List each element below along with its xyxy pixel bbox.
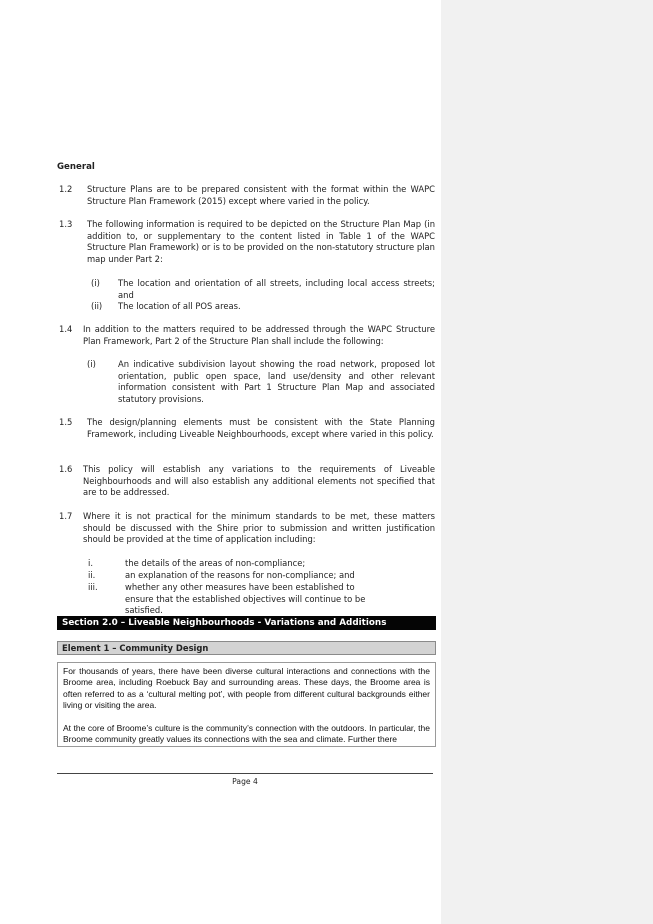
sub-item-text: the details of the areas of non-compliance; [125,558,306,568]
item-1-3 [57,219,435,265]
sub-item-number: iii. [88,582,98,592]
sub-item-1-3-i [57,278,435,301]
sub-item-text: whether any other measures have been established to ensure that the established objectives will continue to be satisfied. [125,582,366,616]
document-page [57,0,437,924]
element-title-bar: Element 1 – Community Design [57,641,436,655]
heading-general: General [57,162,95,172]
item-number: 1.6 [59,464,73,474]
sub-item-text: The location and orientation of all streets, including local access streets; and [118,278,435,300]
item-1-2 [57,184,435,207]
sub-item-text: An indicative subdivision layout showing the road network, proposed lot orientation, public open space, land use/density and other relevant information consistent with Part 1 Structure Plan Map and associated statutory provisions. [118,359,435,404]
sub-item-text: an explanation of the reasons for non-compliance; and [125,570,355,580]
sub-item-text: The location of all POS areas. [118,301,241,311]
sub-item-number: ii. [88,570,96,580]
sub-item-number: (i) [91,278,100,288]
item-number: 1.7 [59,511,73,521]
sub-item-1-7-i [57,558,435,570]
sub-item-1-3-ii [57,301,435,313]
community-paragraph: At the core of Broome’s culture is the community’s connection with the outdoors. In particular, the Broome community greatly values its connections with the sea and climate. Further there [63,722,430,745]
item-text: This policy will establish any variations to the requirements of Liveable Neighbourhoods and will also establish any additional elements not specified that are to be addressed. [83,464,435,498]
community-design-textbox [57,662,436,747]
item-1-4 [57,324,435,347]
item-text: Structure Plans are to be prepared consistent with the format within the WAPC Structure Plan Framework (2015) except where varied in the policy. [87,184,435,206]
item-number: 1.5 [59,417,73,427]
item-number: 1.2 [59,184,73,194]
item-number: 1.3 [59,219,73,229]
page-number: Page 4 [232,777,258,786]
sub-item-number: i. [88,558,93,568]
item-1-7 [57,511,435,546]
item-number: 1.4 [59,324,73,334]
community-paragraph: For thousands of years, there have been diverse cultural interactions and connections with the Broome area, including Roebuck Bay and surrounding areas. These days, the Broome area is often referred to as a ‘cultural melting pot’, with people from different cultural backgrounds either living or visiting the area. [63,666,430,711]
sub-item-1-7-ii [57,570,435,582]
item-1-6 [57,464,435,499]
item-text: The following information is required to be depicted on the Structure Plan Map (in addition to, or supplementary to the content listed in Table 1 of the WAPC Structure Plan Framework) or is to be provided on the non-statutory structure plan map under Part 2: [87,219,435,264]
item-text: The design/planning elements must be consistent with the State Planning Framework, including Liveable Neighbourhoods, except where varied in this policy. [87,417,435,439]
section-title-bar: Section 2.0 – Liveable Neighbourhoods - Variations and Additions [57,616,436,630]
item-1-5 [57,417,435,440]
sub-item-number: (ii) [91,301,103,311]
sub-item-number: (i) [87,359,96,369]
comment-pane [441,0,653,924]
item-text: In addition to the matters required to be addressed through the WAPC Structure Plan Framework, Part 2 of the Structure Plan shall include the following: [83,324,435,346]
item-text: Where it is not practical for the minimum standards to be met, these matters should be discussed with the Shire prior to submission and written justification should be provided at the time of application including: [83,511,435,545]
sub-item-1-4-i [57,359,435,405]
sub-item-1-7-iii [57,582,435,617]
footer-divider [57,773,433,774]
